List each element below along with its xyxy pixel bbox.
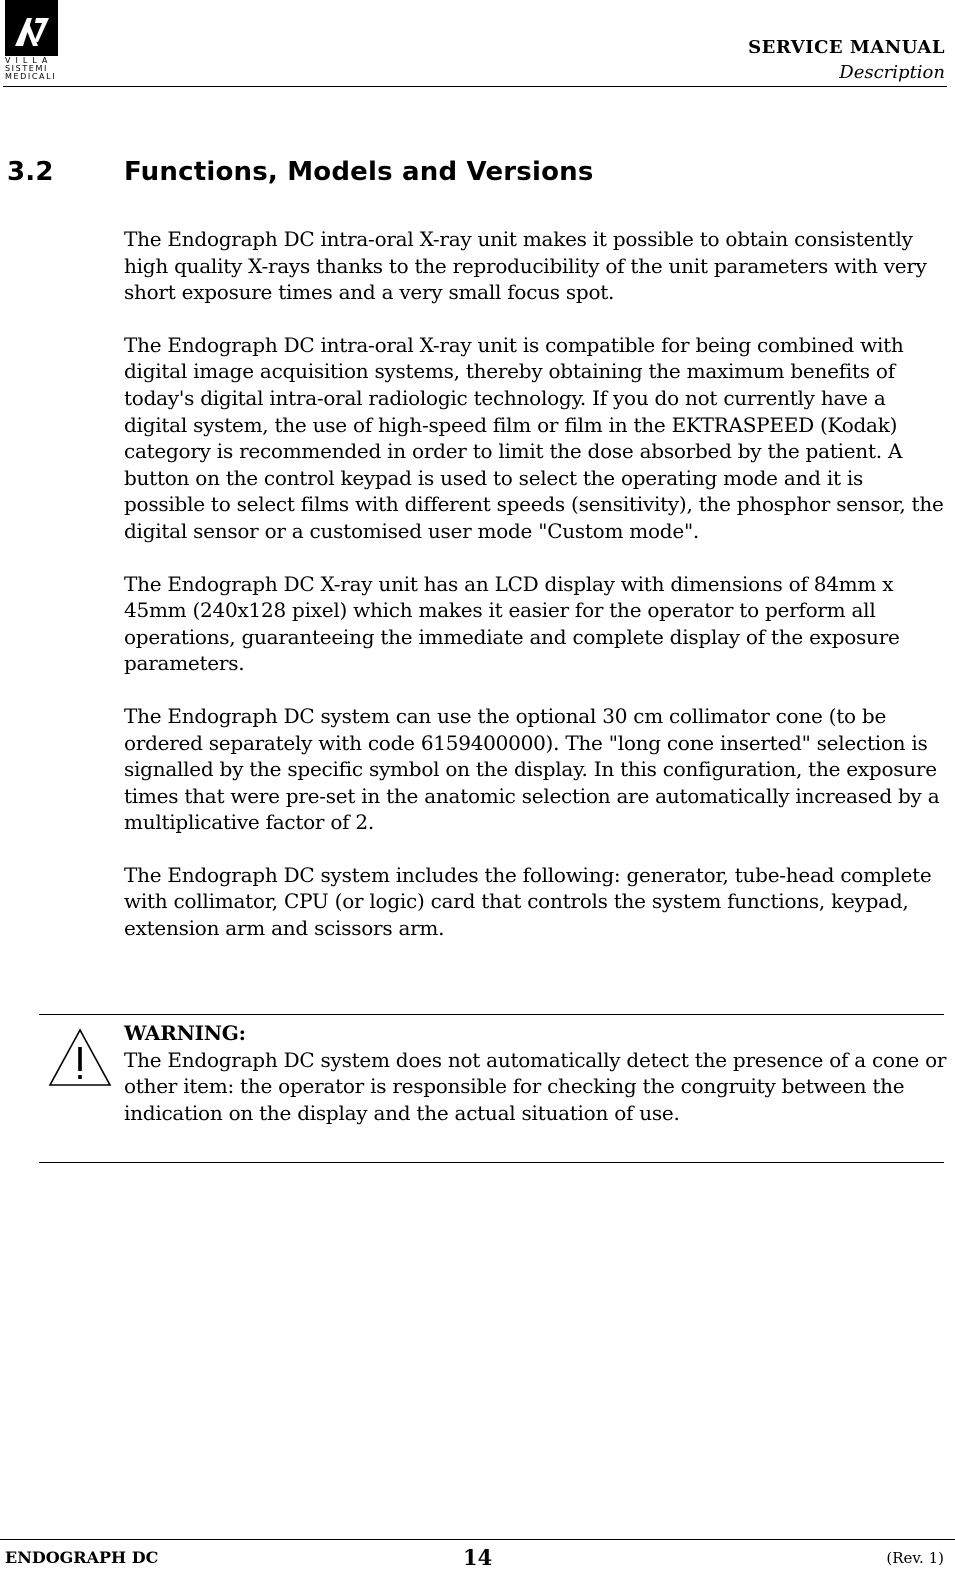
footer-revision: (Rev. 1) xyxy=(886,1549,944,1567)
section-number: 3.2 xyxy=(7,157,54,187)
logo-mark xyxy=(5,0,58,56)
footer-divider xyxy=(0,1539,955,1540)
logo-text-medicali: MEDICALI xyxy=(5,72,57,81)
body-text xyxy=(124,226,948,968)
section-title: Functions, Models and Versions xyxy=(124,157,594,187)
warning-label: WARNING: xyxy=(124,1021,246,1045)
company-logo xyxy=(5,0,58,82)
warning-note xyxy=(124,1020,948,1126)
logo-text-sistemi: SISTEMI xyxy=(5,64,48,73)
paragraph: The Endograph DC X-ray unit has an LCD display with dimensions of 84mm x 45mm (240x128 pixel) which makes it easier for the operator to perform all operations, guaranteeing the immediate and complete display of the exposure parameters. xyxy=(124,571,900,676)
warning-triangle-icon xyxy=(47,1027,113,1089)
warning-divider-top xyxy=(39,1014,944,1015)
paragraph: The Endograph DC intra-oral X-ray unit is compatible for being combined with digital image acquisition systems, thereby obtaining the maximum benefits of today's digital intra-oral radiologic technology. If you do not currently have a digital system, the use of high-speed film or film in the EKTRASPEED (Kodak) category is recommended in order to limit the dose absorbed by the patient. A button on the control keypad is used to select the operating mode and it is possible to select films with different speeds (sensitivity), the phosphor sensor, the digital sensor or a customised user mode "Custom mode". xyxy=(124,332,944,543)
header-title: SERVICE MANUAL xyxy=(748,37,945,58)
paragraph: The Endograph DC system can use the optional 30 cm collimator cone (to be ordered separately with code 6159400000). The "long cone inserted" selection is signalled by the specific symbol on the display. In this configuration, the exposure times that were pre-set in the anatomic selection are automatically increased by a multiplicative factor of 2. xyxy=(124,703,940,835)
logo-text-villa: VILLA xyxy=(5,56,53,65)
paragraph: The Endograph DC intra-oral X-ray unit makes it possible to obtain consistently high quality X-rays thanks to the reproducibility of the unit parameters with very short exposure times and a very small focus spot. xyxy=(124,227,927,305)
header-subtitle: Description xyxy=(839,62,945,83)
footer-product-name: ENDOGRAPH DC xyxy=(5,1548,159,1567)
warning-divider-bottom xyxy=(39,1162,944,1163)
warning-text: The Endograph DC system does not automatically detect the presence of a cone or other item: the operator is responsible for checking the congruity between the indication on the display and the actual situation of use. xyxy=(124,1047,947,1125)
header-divider xyxy=(3,86,947,87)
paragraph: The Endograph DC system includes the following: generator, tube-head complete with collimator, CPU (or logic) card that controls the system functions, keypad, extension arm and scissors arm. xyxy=(124,862,932,941)
page-number: 14 xyxy=(463,1545,493,1570)
logo-av-icon xyxy=(5,0,58,56)
